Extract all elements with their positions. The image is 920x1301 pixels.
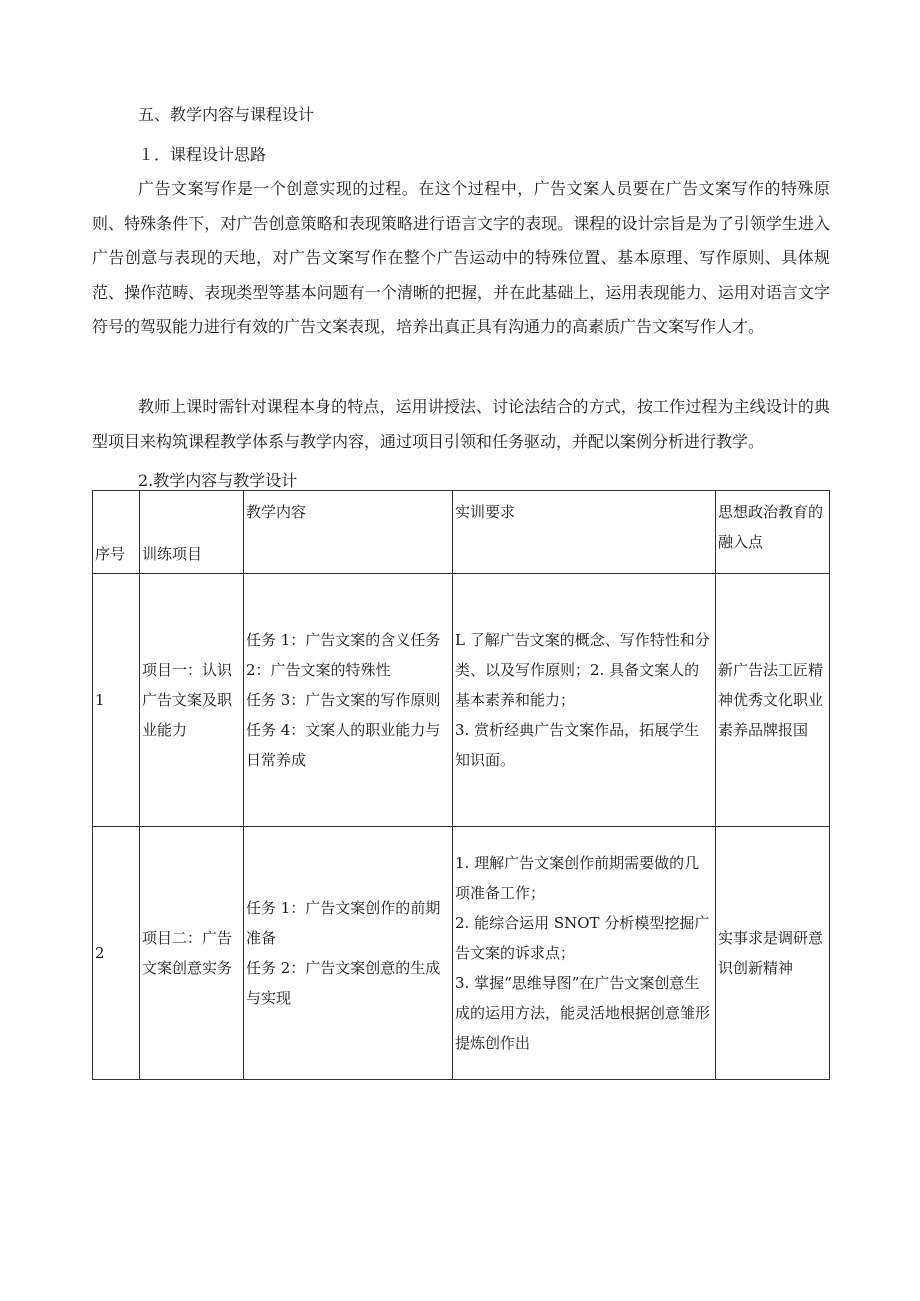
row-ideology: 新广告法工匠精神优秀文化职业素养品牌报国 <box>716 574 830 827</box>
task-item: 任务 2：广告文案创意的生成与实现 <box>246 959 441 1007</box>
requirement-item: 3. 赏析经典广告文案作品，拓展学生知识面。 <box>455 721 700 769</box>
task-item: 任务 1：广告文案的含义任务 2：广告文案的特殊性 <box>246 631 441 679</box>
table-row <box>93 827 830 1080</box>
requirement-item: L 了解广告文案的概念、写作特性和分类、以及写作原则；2. 具备文案人的基本素养和能力； <box>455 631 710 709</box>
header-ideology: 思想政治教育的融入点 <box>716 491 830 574</box>
paragraph-course-intro: 广告文案写作是一个创意实现的过程。在这个过程中，广告文案人员要在广告文案写作的特殊原则、特殊条件下，对广告创意策略和表现策略进行语言文字的表现。课程的设计宗旨是为了引领学生进入广告创意与表现的天地，对广告文案写作在整个广告运动中的特殊位置、基本原理、写作原则、具体规范、操作范畴、表现类型等基本问题有一个清晰的把握，并在此基础上，运用表现能力、运用对语言文字符号的驾驭能力进行有效的广告文案表现，培养出真正具有沟通力的高素质广告文案写作人才。 <box>92 179 830 337</box>
row-ideology: 实事求是调研意识创新精神 <box>716 827 830 1080</box>
requirement-item: 2. 能综合运用 SNOT 分析模型挖掘广告文案的诉求点； <box>455 914 710 962</box>
row-project: 项目二：广告文案创意实务 <box>140 827 244 1080</box>
requirement-item: 3. 掌握“思维导图”在广告文案创意生成的运用方法，能灵活地根据创意雏形提炼创作出 <box>455 974 711 1052</box>
table-row <box>93 574 830 827</box>
course-design-table <box>92 490 830 1080</box>
subsection-heading-content-design: 2.教学内容与教学设计 <box>138 471 298 490</box>
header-requirement: 实训要求 <box>453 491 716 574</box>
task-item: 任务 4：文案人的职业能力与日常养成 <box>246 721 441 769</box>
paragraph-teaching-method: 教师上课时需针对课程本身的特点，运用讲授法、讨论法结合的方式，按工作过程为主线设计的典型项目来构筑课程教学体系与教学内容，通过项目引领和任务驱动，并配以案例分析进行教学。 <box>92 397 830 451</box>
row-no: 2 <box>93 827 140 1080</box>
header-no: 序号 <box>93 491 140 574</box>
row-project: 项目一：认识广告文案及职业能力 <box>140 574 244 827</box>
requirement-item: 1. 理解广告文案创作前期需要做的几项准备工作； <box>455 854 700 902</box>
table-header-row <box>93 491 830 574</box>
section-heading: 五、教学内容与课程设计 <box>138 105 315 124</box>
header-project: 训练项目 <box>140 491 244 574</box>
subsection-heading-design-approach: １．课程设计思路 <box>138 145 267 164</box>
row-tasks <box>244 827 453 1080</box>
row-requirements <box>453 574 716 827</box>
row-tasks <box>244 574 453 827</box>
task-item: 任务 1：广告文案创作的前期准备 <box>246 899 441 947</box>
row-requirements <box>453 827 716 1080</box>
row-no: 1 <box>93 574 140 827</box>
task-item: 任务 3：广告文案的写作原则 <box>246 691 441 709</box>
header-content: 教学内容 <box>244 491 453 574</box>
